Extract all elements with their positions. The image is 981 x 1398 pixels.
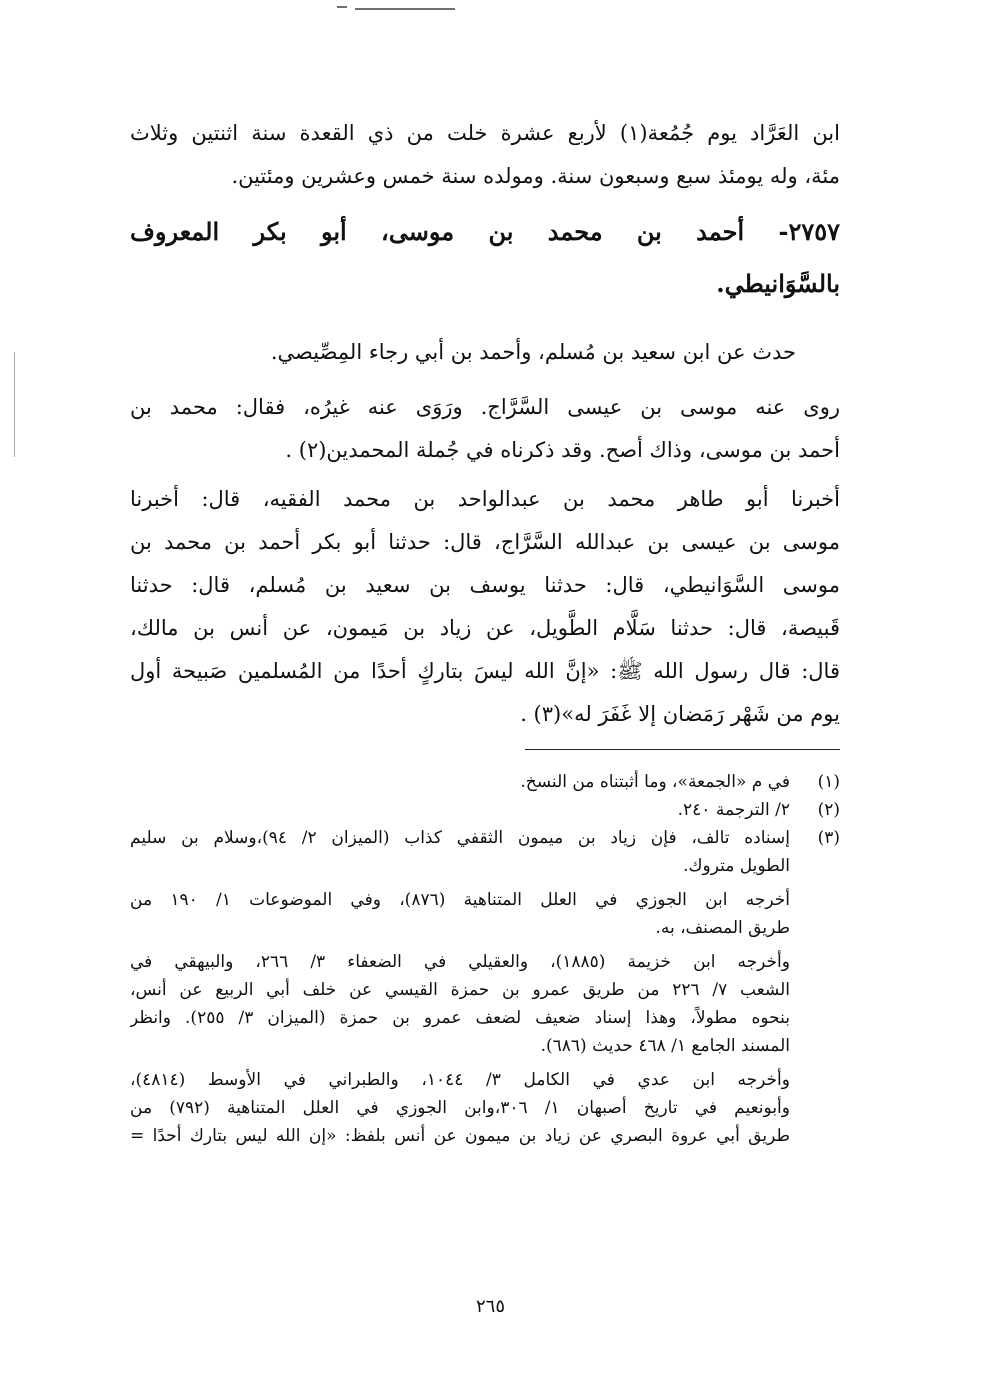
footnote-text <box>130 886 790 942</box>
paragraph-narration <box>130 331 840 374</box>
heading-line: بالسَّوَانيطي. <box>716 269 840 298</box>
footnote-line: بنحوه مطولاً، وهذا إسناد ضعيف لضعف عمرو بن حمزة (الميزان ٣/ ٢٥٥). وانظر <box>130 1008 790 1028</box>
footnote-line: طريق أبي عروة البصري عن زياد بن ميمون عن أنس بلفظ: «إن الله ليس بتارك أحدًا = <box>130 1126 790 1146</box>
text-line: حدث عن ابن سعيد بن مُسلم، وأحمد بن أبي رجاء المِصِّيصي. <box>270 340 796 364</box>
footnote-3-takhrij-2 <box>130 948 840 1060</box>
footnote-line: أخرجه ابن الجوزي في العلل المتناهية (٨٧٦)، وفي الموضوعات ١/ ١٩٠ من <box>130 890 790 910</box>
footnotes <box>130 768 840 1150</box>
footnote-2 <box>130 796 840 824</box>
footnote-line: وأخرجه ابن عدي في الكامل ٣/ ١٠٤٤، والطبراني في الأوسط (٤٨١٤)، <box>130 1070 790 1090</box>
paragraph-hadith <box>130 478 840 736</box>
footnote-text: ٢/ الترجمة ٢٤٠. <box>677 800 790 820</box>
footnote-number: (١) <box>817 772 840 792</box>
footnote-3-takhrij-1 <box>130 886 840 942</box>
entry-heading <box>130 206 840 310</box>
text-line: موسى السَّوَانيطي، قال: حدثنا يوسف بن سعيد بن مُسلم، قال: حدثنا <box>130 573 840 597</box>
scan-mark <box>355 2 455 10</box>
text-line: مئة، وله يومئذ سبع وسبعون سنة. ومولده سنة خمس وعشرين ومئتين. <box>231 164 840 188</box>
footnote-line: طريق المصنف، به. <box>655 918 790 938</box>
text-line: أحمد بن موسى، وذاك أصح. وقد ذكرناه في جُملة المحمدين(٢) . <box>285 438 840 462</box>
footnote-text: في م «الجمعة»، وما أثبتناه من النسخ. <box>520 772 790 792</box>
paragraph-narrators <box>130 386 840 472</box>
text-line: قَبيصة، قال: حدثنا سَلَّام الطَّويل، عن زياد بن مَيمون، عن أنس بن مالك، <box>130 616 840 640</box>
text-line: أخبرنا أبو طاهر محمد بن عبدالواحد بن محمد الفقيه، قال: أخبرنا <box>130 487 840 511</box>
footnote-separator <box>525 749 840 750</box>
heading-line: ٢٧٥٧- أحمد بن محمد بن موسى، أبو بكر المعروف <box>130 217 840 246</box>
text-line: يوم من شَهْر رَمَضان إلا غَفَرَ له»(٣) . <box>520 702 840 726</box>
footnote-line: الطويل متروك. <box>683 856 790 876</box>
scan-margin-line <box>14 352 15 457</box>
footnote-number: (٢) <box>817 800 840 820</box>
text-line: روى عنه موسى بن عيسى السَّرَّاج. ورَوَى عنه غيرُه، فقال: محمد بن <box>130 395 840 419</box>
footnote-text <box>130 1066 790 1150</box>
text-line: موسى بن عيسى بن عبدالله السَّرَّاج، قال: حدثنا أبو بكر أحمد بن محمد بن <box>130 530 840 554</box>
text-line: قال: قال رسول الله ﷺ: «إنَّ الله ليسَ بتاركٍ أحدًا من المُسلمين صَبيحة أول <box>130 659 840 683</box>
footnote-3 <box>130 824 840 880</box>
footnote-line: المسند الجامع ١/ ٤٦٨ حديث (٦٨٦). <box>540 1036 790 1056</box>
footnote-line: وأخرجه ابن خزيمة (١٨٨٥)، والعقيلي في الضعفاء ٣/ ٢٦٦، والبيهقي في <box>130 952 790 972</box>
footnote-number: (٣) <box>817 828 840 848</box>
footnote-text <box>130 948 790 1060</box>
page-number: ٢٦٥ <box>475 1296 505 1317</box>
footnote-3-takhrij-3 <box>130 1066 840 1150</box>
text-line: ابن العَرَّاد يوم جُمُعة(١) لأربع عشرة خلت من ذي القعدة سنة اثنتين وثلاث <box>130 121 840 145</box>
footnote-text <box>130 824 790 880</box>
footnote-1 <box>130 768 840 796</box>
footnote-line: وأبونعيم في تاريخ أصبهان ١/ ٣٠٦،وابن الجوزي في العلل المتناهية (٧٩٢) من <box>130 1098 790 1118</box>
footnote-line: إسناده تالف، فإن زياد بن ميمون الثقفي كذاب (الميزان ٢/ ٩٤)،وسلام بن سليم <box>130 828 790 848</box>
footnote-line: الشعب ٧/ ٢٢٦ من طريق عمرو بن حمزة القيسي عن خلف أبي الربيع عن أنس، <box>130 980 790 1000</box>
main-text-continuation <box>130 112 840 198</box>
